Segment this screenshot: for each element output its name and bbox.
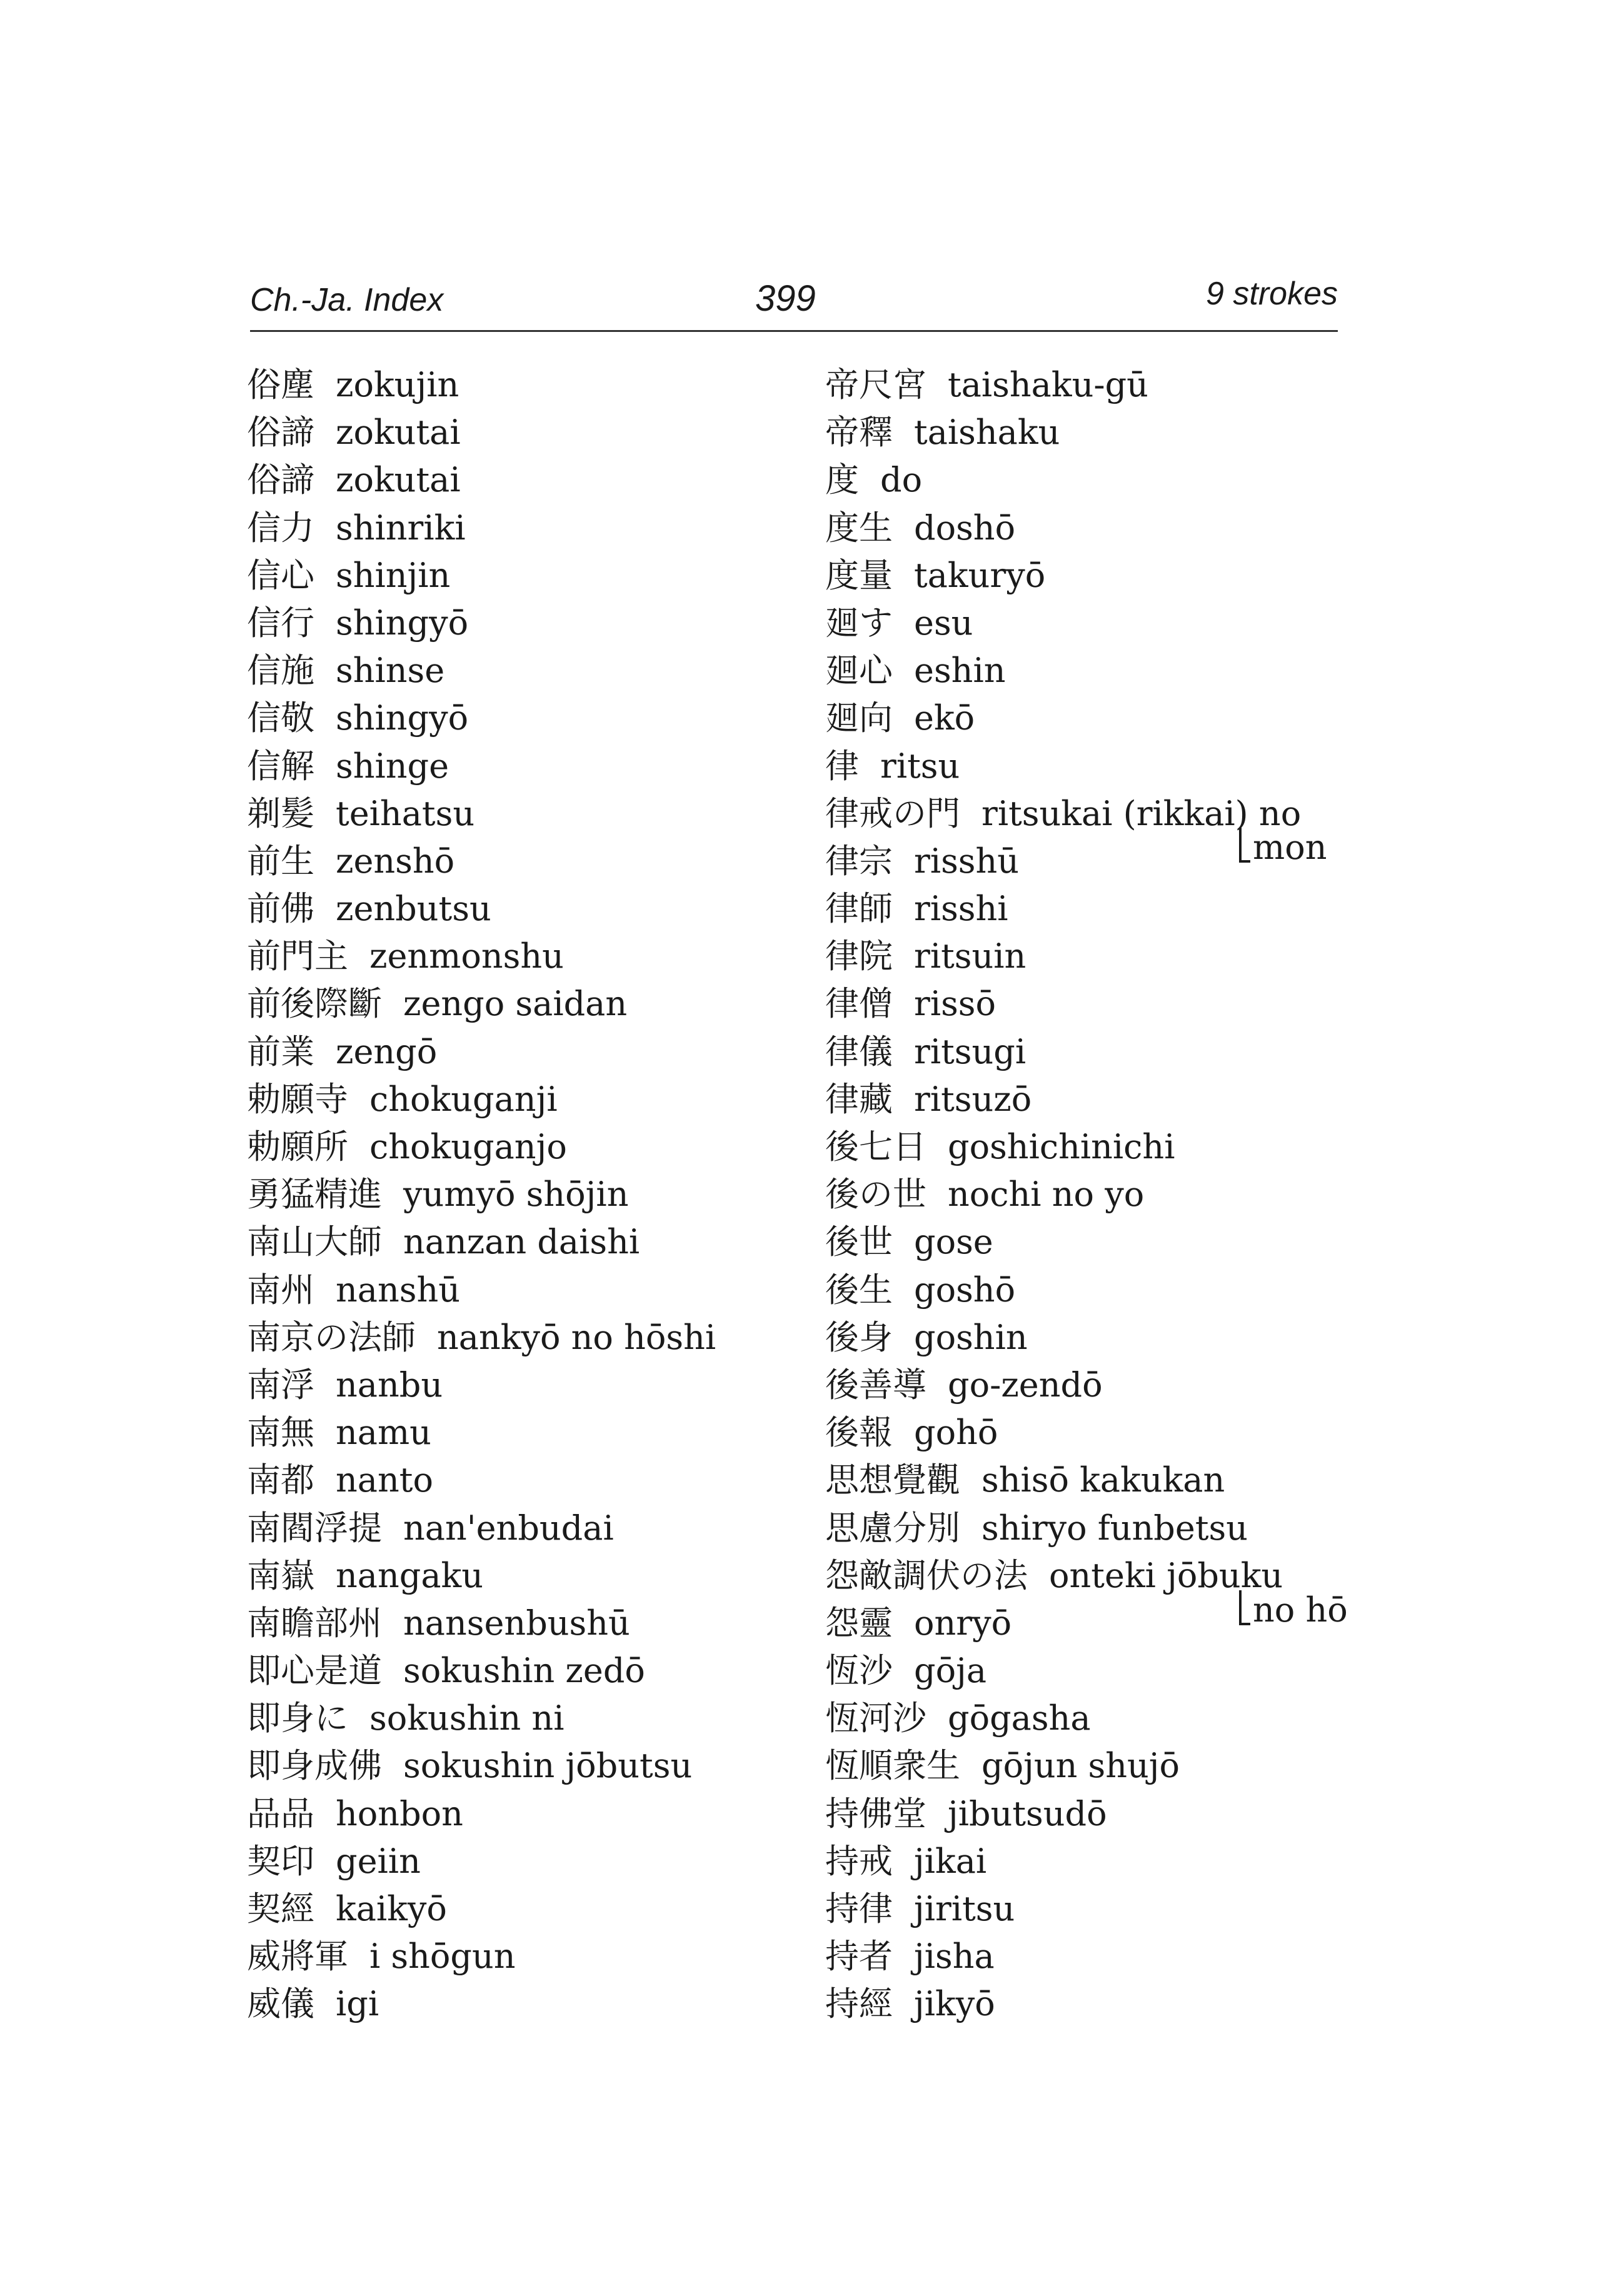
entry-kanji: 俗諦 — [247, 413, 314, 453]
entry-reading: jisha — [914, 1937, 995, 1977]
entry-reading: nanbu — [336, 1365, 443, 1405]
entry-reading: zengo saidan — [403, 984, 628, 1024]
entry-kanji: 後善導 — [825, 1365, 926, 1405]
entry-reading: shingyō — [336, 698, 469, 738]
continuation-bracket — [1239, 828, 1250, 863]
index-entry — [247, 694, 847, 742]
entry-kanji: 後の世 — [825, 1175, 926, 1215]
entry-kanji: 前佛 — [247, 889, 314, 929]
index-entry — [825, 456, 1425, 504]
entry-kanji: 前門主 — [247, 936, 348, 976]
index-entry — [247, 1409, 847, 1456]
index-entry — [247, 1505, 847, 1552]
entry-kanji: 律院 — [825, 936, 893, 976]
index-entry — [247, 1552, 847, 1600]
entry-kanji: 思慮分別 — [825, 1508, 960, 1548]
index-entry — [825, 409, 1425, 456]
entry-reading: geiin — [336, 1841, 421, 1881]
index-entry — [247, 1361, 847, 1409]
index-entry — [247, 1647, 847, 1695]
index-entry — [247, 504, 847, 552]
entry-kanji: 律戒の門 — [825, 793, 960, 833]
continuation-bracket — [1239, 1590, 1250, 1625]
entry-kanji: 律藏 — [825, 1079, 893, 1119]
entry-kanji: 南山大師 — [247, 1222, 382, 1262]
index-entry — [825, 1266, 1425, 1314]
entry-reading: takuryō — [914, 555, 1046, 595]
entry-kanji: 律僧 — [825, 984, 893, 1024]
index-entry — [825, 1076, 1425, 1123]
index-entry — [247, 980, 847, 1028]
entry-kanji: 威儀 — [247, 1984, 314, 2024]
index-entry — [247, 647, 847, 694]
entry-kanji: 信心 — [247, 555, 314, 595]
entry-kanji: 後身 — [825, 1317, 893, 1357]
entry-reading: goshin — [914, 1317, 1028, 1357]
index-entry — [247, 1456, 847, 1504]
entry-kanji: 恆沙 — [825, 1651, 893, 1691]
entry-kanji: 律宗 — [825, 841, 893, 881]
entry-kanji: 律儀 — [825, 1031, 893, 1071]
index-entry — [247, 1790, 847, 1838]
entry-reading: ritsuin — [914, 936, 1026, 976]
entry-reading: esu — [914, 603, 973, 643]
entry-reading: shinge — [336, 746, 449, 786]
index-entry — [825, 1218, 1425, 1266]
page-header — [250, 275, 1338, 325]
entry-kanji: 勅願寺 — [247, 1079, 348, 1119]
entry-kanji: 俗塵 — [247, 365, 314, 404]
index-entry — [825, 838, 1425, 885]
index-entry — [247, 1742, 847, 1790]
entry-reading: igi — [336, 1984, 379, 2024]
index-entry — [247, 599, 847, 647]
entry-reading: zenmonshu — [369, 936, 564, 976]
index-entry — [247, 1123, 847, 1171]
entry-reading: sokushin ni — [369, 1698, 565, 1738]
entry-kanji: 前生 — [247, 841, 314, 881]
entry-reading: kaikyō — [336, 1889, 447, 1928]
entry-reading: gōjun shujō — [981, 1746, 1180, 1786]
entry-reading: shinjin — [336, 555, 451, 595]
running-head-left: Ch.-Ja. Index — [250, 282, 444, 318]
entry-kanji: 恆順衆生 — [825, 1746, 960, 1786]
index-entry — [825, 885, 1425, 933]
index-entry — [247, 1885, 847, 1933]
index-entry — [247, 456, 847, 504]
entry-reading: jikai — [914, 1841, 987, 1881]
index-entry — [247, 1838, 847, 1885]
index-entry — [825, 647, 1425, 694]
entry-kanji: 南浮 — [247, 1365, 314, 1405]
entry-kanji: 南瞻部州 — [247, 1603, 382, 1643]
entry-kanji: 廻す — [825, 603, 893, 643]
index-entry — [247, 1028, 847, 1076]
index-entry — [247, 838, 847, 885]
entry-kanji: 持戒 — [825, 1841, 893, 1881]
entry-kanji: 怨靈 — [825, 1603, 893, 1643]
entry-kanji: 勇猛精進 — [247, 1175, 382, 1215]
continuation-mon — [1239, 824, 1327, 871]
entry-kanji: 帝釋 — [825, 413, 893, 453]
entry-reading: ritsukai (rikkai) no — [981, 793, 1302, 833]
entry-kanji: 持佛堂 — [825, 1793, 926, 1833]
entry-reading: ritsugi — [914, 1031, 1026, 1071]
entry-reading: jikyō — [914, 1984, 995, 2024]
index-entry — [247, 1171, 847, 1218]
entry-kanji: 契印 — [247, 1841, 314, 1881]
entry-reading: shiryo funbetsu — [981, 1508, 1248, 1548]
index-entry — [247, 1076, 847, 1123]
running-head-right: 9 strokes — [1206, 276, 1338, 312]
entry-kanji: 南州 — [247, 1270, 314, 1310]
index-entry — [825, 361, 1425, 409]
entry-reading: ritsuzō — [914, 1079, 1032, 1119]
entry-kanji: 南閻浮提 — [247, 1508, 382, 1548]
entry-kanji: 南無 — [247, 1413, 314, 1453]
entry-reading: zokutai — [336, 460, 461, 500]
index-entry — [825, 1885, 1425, 1933]
entry-kanji: 威將軍 — [247, 1937, 348, 1977]
entry-reading: shinriki — [336, 508, 466, 548]
index-entry — [825, 599, 1425, 647]
index-entry — [247, 1266, 847, 1314]
entry-reading: nanzan daishi — [403, 1222, 640, 1262]
entry-reading: risshi — [914, 889, 1008, 929]
index-entry — [825, 1695, 1425, 1742]
entry-kanji: 廻向 — [825, 698, 893, 738]
entry-reading: chokuganjo — [369, 1127, 567, 1166]
entry-reading: taishaku-gū — [948, 365, 1148, 404]
entry-kanji: 律 — [825, 746, 859, 786]
index-entry — [247, 1314, 847, 1361]
header-rule — [250, 330, 1338, 332]
right-column — [825, 361, 1425, 2028]
index-entry — [825, 1742, 1425, 1790]
index-entry — [825, 1980, 1425, 2028]
index-entry — [825, 1314, 1425, 1361]
entry-kanji: 後七日 — [825, 1127, 926, 1166]
index-entry — [247, 409, 847, 456]
index-entry — [247, 1980, 847, 2028]
index-entry — [825, 694, 1425, 742]
entry-kanji: 持經 — [825, 1984, 893, 2024]
index-entry — [825, 933, 1425, 980]
entry-kanji: 信力 — [247, 508, 314, 548]
index-entry — [825, 1123, 1425, 1171]
entry-reading: shingyō — [336, 603, 469, 643]
entry-reading: yumyō shōjin — [403, 1175, 629, 1215]
entry-reading: goshō — [914, 1270, 1016, 1310]
entry-reading: nankyō no hōshi — [437, 1317, 716, 1357]
entry-kanji: 律師 — [825, 889, 893, 929]
entry-kanji: 南京の法師 — [247, 1317, 416, 1357]
continuation-text: no hō — [1253, 1590, 1348, 1630]
entry-kanji: 信解 — [247, 746, 314, 786]
entry-reading: risshū — [914, 841, 1020, 881]
entry-reading: nangaku — [336, 1555, 484, 1595]
entry-kanji: 前後際斷 — [247, 984, 382, 1024]
index-entry — [825, 1505, 1425, 1552]
entry-reading: nan'enbudai — [403, 1508, 614, 1548]
index-entry — [825, 1171, 1425, 1218]
entry-kanji: 度生 — [825, 508, 893, 548]
entry-kanji: 度 — [825, 460, 859, 500]
entry-reading: teihatsu — [336, 793, 475, 833]
index-entry — [247, 1218, 847, 1266]
entry-reading: namu — [336, 1413, 431, 1453]
entry-kanji: 後生 — [825, 1270, 893, 1310]
continuation-text: mon — [1253, 828, 1327, 867]
index-entry — [825, 1028, 1425, 1076]
entry-reading: zenshō — [336, 841, 455, 881]
entry-reading: do — [880, 460, 923, 500]
index-entry — [825, 1409, 1425, 1456]
entry-kanji: 勅願所 — [247, 1127, 348, 1166]
entry-reading: sokushin jōbutsu — [403, 1746, 693, 1786]
index-entry — [247, 1695, 847, 1742]
entry-reading: nochi no yo — [948, 1175, 1145, 1215]
entry-reading: taishaku — [914, 413, 1060, 453]
entry-kanji: 恆河沙 — [825, 1698, 926, 1738]
index-entry — [825, 980, 1425, 1028]
continuation-no-ho — [1239, 1587, 1348, 1634]
entry-reading: onryō — [914, 1603, 1012, 1643]
entry-kanji: 廻心 — [825, 651, 893, 691]
entry-kanji: 度量 — [825, 555, 893, 595]
entry-reading: gose — [914, 1222, 993, 1262]
entry-reading: shisō kakukan — [981, 1460, 1225, 1500]
index-entry — [825, 790, 1425, 838]
entry-reading: goshichinichi — [948, 1127, 1175, 1166]
index-entry — [247, 933, 847, 980]
entry-kanji: 契經 — [247, 1889, 314, 1928]
index-entry — [825, 743, 1425, 790]
entry-kanji: 即身成佛 — [247, 1746, 382, 1786]
entry-reading: zokujin — [336, 365, 459, 404]
entry-reading: doshō — [914, 508, 1016, 548]
entry-kanji: 南嶽 — [247, 1555, 314, 1595]
entry-reading: jibutsudō — [948, 1793, 1107, 1833]
entry-reading: zokutai — [336, 413, 461, 453]
index-entry — [825, 1456, 1425, 1504]
index-entry — [247, 1600, 847, 1647]
entry-reading: jiritsu — [914, 1889, 1015, 1928]
index-entry — [247, 790, 847, 838]
entry-reading: sokushin zedō — [403, 1651, 645, 1691]
entry-kanji: 後報 — [825, 1413, 893, 1453]
page-number: 399 — [755, 278, 816, 319]
entry-kanji: 思想覺觀 — [825, 1460, 960, 1500]
entry-reading: ritsu — [880, 746, 960, 786]
index-entry — [247, 743, 847, 790]
entry-reading: nanshū — [336, 1270, 461, 1310]
index-entry — [825, 1838, 1425, 1885]
index-entry — [825, 1361, 1425, 1409]
index-entry — [825, 1933, 1425, 1980]
entry-kanji: 信行 — [247, 603, 314, 643]
left-column — [247, 361, 847, 2028]
entry-reading: nansenbushū — [403, 1603, 630, 1643]
index-entry — [247, 1933, 847, 1980]
entry-reading: zenbutsu — [336, 889, 491, 929]
entry-reading: i shōgun — [369, 1937, 516, 1977]
entry-kanji: 信施 — [247, 651, 314, 691]
entry-reading: zengō — [336, 1031, 438, 1071]
entry-kanji: 俗諦 — [247, 460, 314, 500]
entry-kanji: 南都 — [247, 1460, 314, 1500]
entry-reading: gohō — [914, 1413, 998, 1453]
entry-kanji: 後世 — [825, 1222, 893, 1262]
entry-kanji: 即心是道 — [247, 1651, 382, 1691]
entry-reading: ekō — [914, 698, 975, 738]
entry-kanji: 帝尺宮 — [825, 365, 926, 404]
entry-reading: go-zendō — [948, 1365, 1103, 1405]
entry-reading: honbon — [336, 1793, 463, 1833]
index-entry — [825, 1647, 1425, 1695]
entry-kanji: 前業 — [247, 1031, 314, 1071]
entry-reading: eshin — [914, 651, 1006, 691]
index-entry — [247, 552, 847, 599]
entry-reading: onteki jōbuku — [1049, 1555, 1283, 1595]
entry-kanji: 品品 — [247, 1793, 314, 1833]
index-entry — [825, 504, 1425, 552]
index-entry — [247, 885, 847, 933]
entry-reading: nanto — [336, 1460, 433, 1500]
entry-kanji: 怨敵調伏の法 — [825, 1555, 1028, 1595]
entry-reading: shinse — [336, 651, 445, 691]
index-entry — [825, 552, 1425, 599]
index-entry — [825, 1790, 1425, 1838]
entry-kanji: 持者 — [825, 1937, 893, 1977]
index-entry — [247, 361, 847, 409]
entry-reading: chokuganji — [369, 1079, 558, 1119]
entry-kanji: 即身に — [247, 1698, 348, 1738]
entry-reading: gōja — [914, 1651, 987, 1691]
entry-kanji: 剃髪 — [247, 793, 314, 833]
entry-reading: rissō — [914, 984, 996, 1024]
entry-reading: gōgasha — [948, 1698, 1091, 1738]
entry-kanji: 信敬 — [247, 698, 314, 738]
entry-kanji: 持律 — [825, 1889, 893, 1928]
